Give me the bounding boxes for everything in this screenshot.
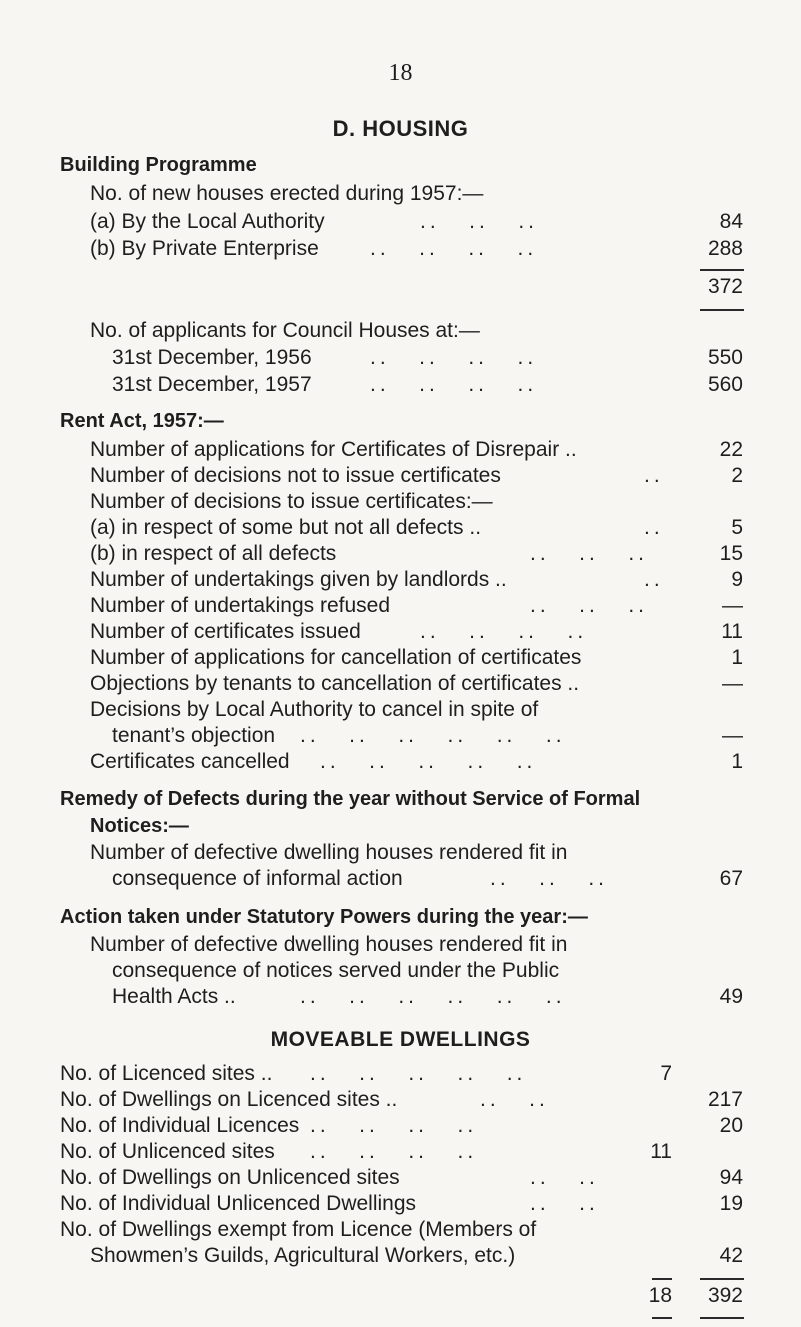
- leader-dots: .. ..: [530, 1192, 599, 1215]
- leader-dots: ..: [644, 516, 664, 539]
- sum-rule: [700, 309, 744, 311]
- rent-act-value: —: [722, 724, 743, 747]
- leader-dots: .. .. .. ..: [310, 1114, 478, 1137]
- leader-dots: .. .. .. .. .. ..: [300, 985, 566, 1008]
- rent-act-row: Number of decisions to issue certificates:—: [90, 490, 493, 513]
- moveable-row: No. of Dwellings on Unlicenced sites: [60, 1166, 400, 1189]
- private-enterprise-value: 288: [707, 237, 743, 260]
- sum-rule: [700, 269, 744, 271]
- rent-act-row: tenant’s objection: [112, 724, 276, 747]
- moveable-mid-value: 7: [660, 1062, 672, 1085]
- rent-act-row: Decisions by Local Authority to cancel in spite of: [90, 698, 539, 721]
- page-number: 18: [388, 60, 413, 86]
- rent-act-value: 1: [731, 646, 743, 669]
- remedy-line: consequence of informal action: [112, 867, 403, 890]
- moveable-right-value: 19: [719, 1192, 743, 1215]
- moveable-right-value: 217: [707, 1088, 743, 1111]
- rent-act-row: (a) in respect of some but not all defects ..: [90, 516, 482, 539]
- moveable-row: No. of Licenced sites ..: [60, 1062, 273, 1085]
- rent-act-value: 15: [719, 542, 743, 565]
- rent-act-row: Number of decisions not to issue certificates: [90, 464, 501, 487]
- rent-act-row: Certificates cancelled: [90, 750, 290, 773]
- leader-dots: .. .. ..: [530, 542, 649, 565]
- leader-dots: ..: [644, 464, 664, 487]
- leader-dots: .. .. .. ..: [370, 346, 538, 369]
- leader-dots: .. ..: [480, 1088, 549, 1111]
- new-houses-intro: No. of new houses erected during 1957:—: [90, 182, 484, 205]
- moveable-right-value: 94: [719, 1166, 743, 1189]
- moveable-row: No. of Individual Licences: [60, 1114, 300, 1137]
- statutory-value: 49: [719, 985, 743, 1008]
- statutory-line: Number of defective dwelling houses rendered fit in: [90, 933, 568, 956]
- rent-act-row: Number of applications for Certificates of Disrepair ..: [90, 438, 577, 461]
- sum-rule: [652, 1317, 672, 1319]
- moveable-right-value: 42: [719, 1244, 743, 1267]
- rent-act-row: Number of applications for cancellation of certificates: [90, 646, 582, 669]
- rent-act-value: 1: [731, 750, 743, 773]
- rent-act-row: Number of undertakings given by landlords ..: [90, 568, 507, 591]
- leader-dots: .. .. .. .. ..: [310, 1062, 527, 1085]
- moveable-row: Showmen’s Guilds, Agricultural Workers, etc.): [90, 1244, 516, 1267]
- rent-act-row: Number of undertakings refused: [90, 594, 390, 617]
- dec-1957-label: 31st December, 1957: [112, 373, 312, 396]
- leader-dots: .. .. .. ..: [370, 373, 538, 396]
- leader-dots: .. .. .. ..: [310, 1140, 478, 1163]
- local-authority-value: 84: [719, 210, 743, 233]
- moveable-right-value: 20: [719, 1114, 743, 1137]
- statutory-heading: Action taken under Statutory Powers during the year:—: [60, 906, 588, 928]
- sum-rule: [700, 1278, 744, 1280]
- rent-act-value: 22: [719, 438, 743, 461]
- rent-act-value: 5: [731, 516, 743, 539]
- leader-dots: .. .. ..: [490, 867, 609, 890]
- leader-dots: .. .. ..: [530, 594, 649, 617]
- leader-dots: .. .. .. ..: [420, 620, 588, 643]
- moveable-dwellings-heading: MOVEABLE DWELLINGS: [270, 1028, 531, 1051]
- private-enterprise-label: (b) By Private Enterprise: [90, 237, 319, 260]
- rent-act-value: —: [722, 672, 743, 695]
- leader-dots: .. .. .. .. ..: [320, 750, 537, 773]
- rent-act-value: 2: [731, 464, 743, 487]
- sum-rule: [652, 1278, 672, 1280]
- applicants-intro: No. of applicants for Council Houses at:—: [90, 319, 480, 342]
- dec-1956-label: 31st December, 1956: [112, 346, 312, 369]
- leader-dots: .. .. .. .. .. ..: [300, 724, 566, 747]
- rent-act-heading: Rent Act, 1957:—: [60, 410, 224, 432]
- moveable-row: No. of Unlicenced sites: [60, 1140, 275, 1163]
- remedy-line: Number of defective dwelling houses rendered fit in: [90, 841, 568, 864]
- rent-act-value: —: [722, 594, 743, 617]
- remedy-heading-continued: Notices:—: [90, 815, 189, 837]
- rent-act-row: (b) in respect of all defects: [90, 542, 337, 565]
- houses-total: 372: [707, 275, 743, 298]
- leader-dots: .. .. ..: [420, 210, 539, 233]
- building-programme-heading: Building Programme: [60, 154, 257, 176]
- section-title: D. HOUSING: [332, 116, 469, 141]
- moveable-right-total: 392: [707, 1284, 743, 1307]
- sum-rule: [700, 1317, 744, 1319]
- dec-1956-value: 550: [707, 346, 743, 369]
- rent-act-row: Number of certificates issued: [90, 620, 361, 643]
- leader-dots: ..: [644, 568, 664, 591]
- moveable-row: No. of Dwellings exempt from Licence (Members of: [60, 1218, 537, 1241]
- moveable-row: No. of Dwellings on Licenced sites ..: [60, 1088, 398, 1111]
- rent-act-value: 11: [721, 620, 743, 643]
- rent-act-row: Objections by tenants to cancellation of certificates ..: [90, 672, 580, 695]
- moveable-mid-total: 18: [648, 1284, 672, 1307]
- leader-dots: .. ..: [530, 1166, 599, 1189]
- statutory-line: Health Acts ..: [112, 985, 236, 1008]
- statutory-line: consequence of notices served under the Public: [112, 959, 560, 982]
- rent-act-value: 9: [731, 568, 743, 591]
- moveable-row: No. of Individual Unlicenced Dwellings: [60, 1192, 417, 1215]
- local-authority-label: (a) By the Local Authority: [90, 210, 325, 233]
- remedy-heading: Remedy of Defects during the year without Service of Formal: [60, 788, 641, 810]
- remedy-value: 67: [719, 867, 743, 890]
- leader-dots: .. .. .. ..: [370, 237, 538, 260]
- dec-1957-value: 560: [707, 373, 743, 396]
- moveable-mid-value: 11: [650, 1140, 672, 1163]
